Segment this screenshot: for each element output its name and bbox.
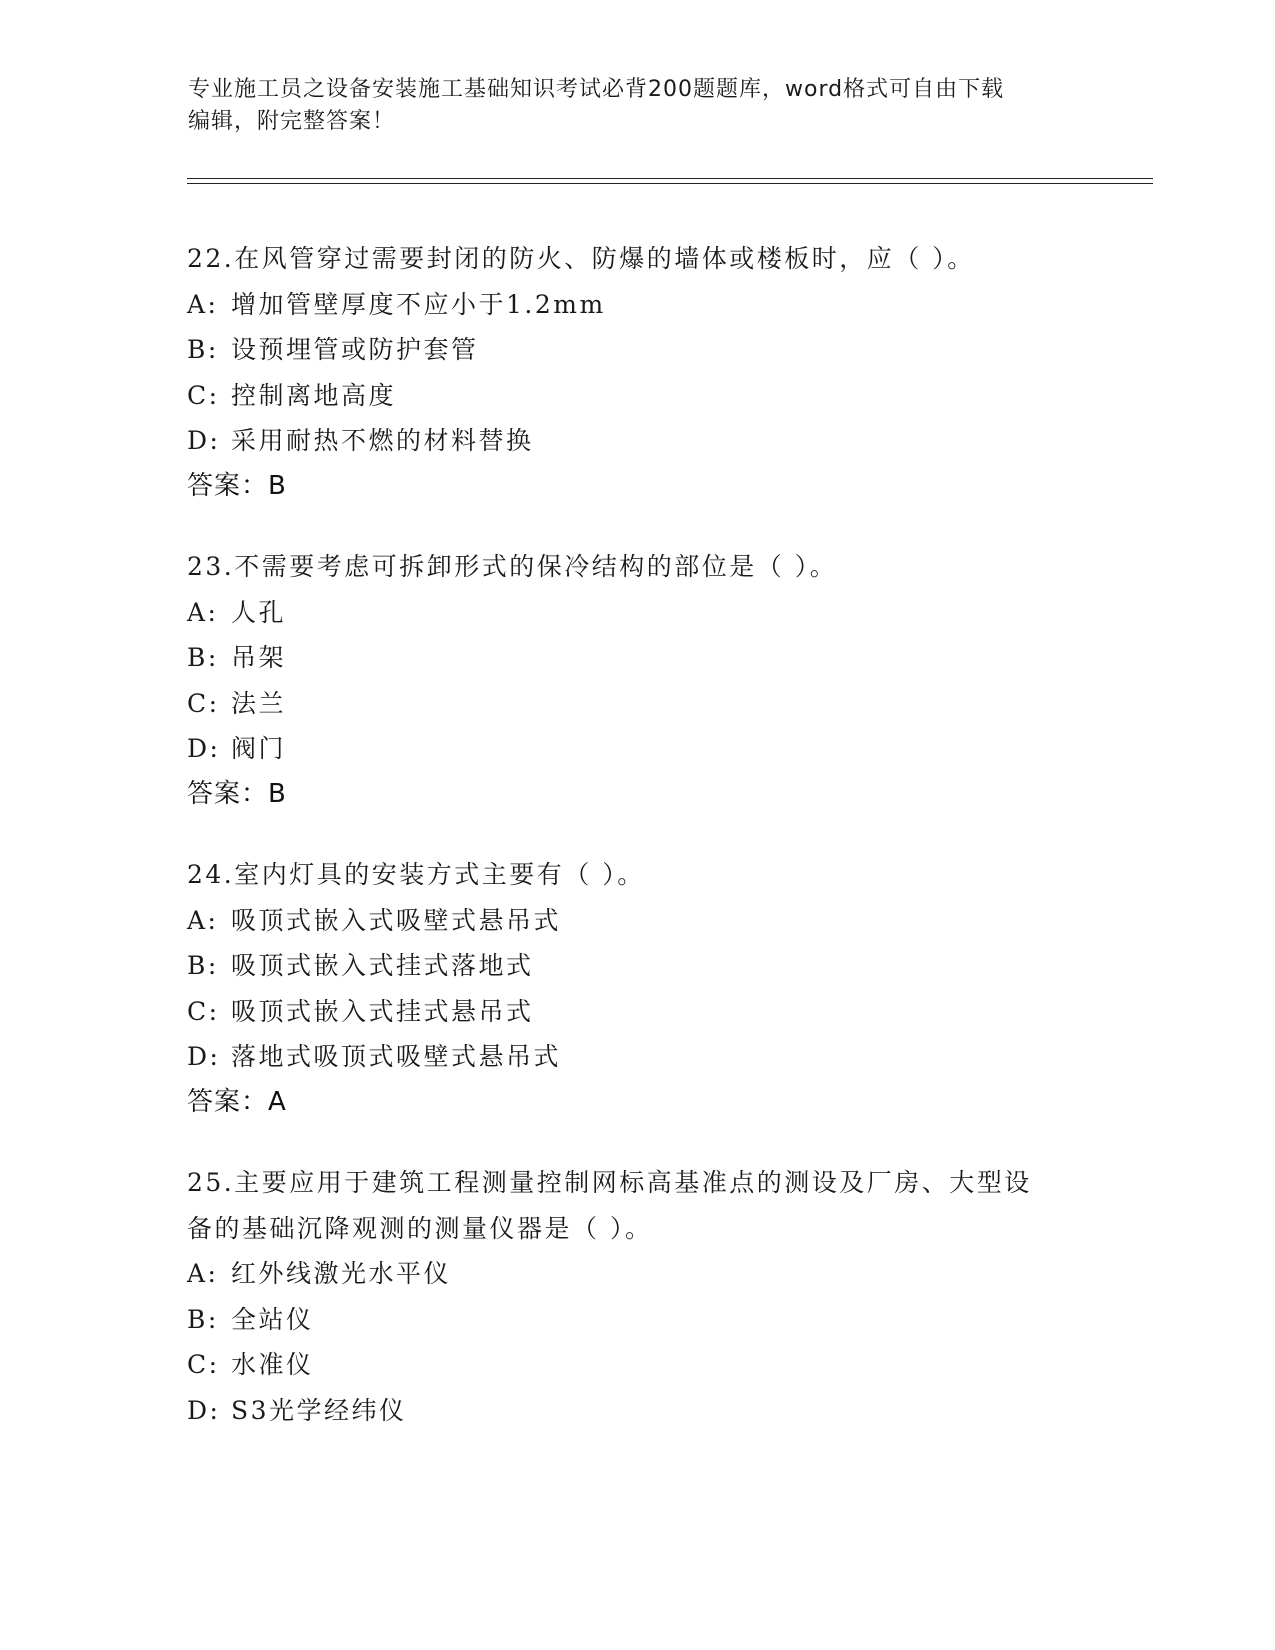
answer-line: 答案：A [187, 1086, 287, 1117]
option-letter: B: [187, 1304, 219, 1334]
question-stem [187, 852, 1087, 898]
option-letter: B: [187, 335, 219, 364]
question-text: 室内灯具的安装方式主要有（ ）。 [234, 860, 645, 889]
answer-line: 答案：B [187, 778, 287, 809]
option-letter: D: [187, 734, 221, 763]
option-text: 吸顶式嵌入式吸壁式悬吊式 [231, 905, 562, 935]
question-number: 24. [187, 860, 235, 889]
option-letter: A: [187, 289, 219, 319]
answer-line: 答案：B [187, 470, 287, 501]
question-stem-continued: 备的基础沉降观测的测量仪器是（ ）。 [187, 1213, 653, 1243]
option-text: 吸顶式嵌入式挂式落地式 [231, 951, 534, 980]
question-number: 23. [187, 552, 235, 581]
option-letter: D: [187, 1395, 221, 1425]
option-text: 增加管壁厚度不应小于1.2mm [231, 289, 606, 319]
option-text: S3光学经纬仪 [231, 1395, 407, 1425]
option-c [187, 989, 1087, 1035]
option-text: 全站仪 [231, 1304, 314, 1334]
option-letter: A: [187, 597, 219, 627]
option-letter: C: [187, 1350, 220, 1379]
header-divider-bottom [187, 183, 1153, 184]
question-stem [187, 1160, 1087, 1206]
option-text: 阀门 [231, 734, 287, 763]
option-letter: B: [187, 951, 219, 980]
option-letter: A: [187, 1259, 219, 1288]
question-text: 主要应用于建筑工程测量控制网标高基准点的测设及厂房、大型设 [234, 1168, 1032, 1197]
question-25 [187, 1160, 1087, 1433]
option-letter: C: [187, 688, 220, 718]
option-a [187, 590, 1087, 636]
header-line-2: 编辑，附完整答案！ [188, 109, 396, 134]
option-letter: C: [187, 996, 220, 1026]
option-c [187, 681, 1087, 727]
option-c [187, 373, 1087, 419]
question-number: 22. [187, 244, 235, 273]
document-header [188, 74, 1088, 138]
option-text: 设预埋管或防护套管 [231, 335, 479, 364]
question-24 [187, 852, 1087, 1125]
option-text: 落地式吸顶式吸壁式悬吊式 [231, 1042, 562, 1071]
option-text: 人孔 [231, 597, 287, 627]
option-d [187, 1034, 1087, 1080]
option-d [187, 726, 1087, 772]
option-c [187, 1342, 1087, 1388]
header-divider-top [187, 178, 1153, 179]
option-letter: A: [187, 905, 219, 935]
question-stem [187, 236, 1087, 282]
option-letter: C: [187, 380, 220, 410]
option-b [187, 635, 1087, 681]
option-text: 水准仪 [231, 1350, 314, 1379]
header-line-1: 专业施工员之设备安装施工基础知识考试必背200题题库，word格式可自由下载 [188, 77, 1005, 102]
option-a [187, 282, 1087, 328]
question-22 [187, 236, 1087, 509]
option-letter: D: [187, 1042, 221, 1071]
question-text: 不需要考虑可拆卸形式的保冷结构的部位是（ ）。 [234, 552, 838, 581]
question-list [187, 236, 1087, 1468]
option-b [187, 943, 1087, 989]
question-23 [187, 544, 1087, 817]
question-text: 在风管穿过需要封闭的防火、防爆的墙体或楼板时，应（ ）。 [234, 244, 975, 273]
option-a [187, 898, 1087, 944]
option-text: 法兰 [231, 688, 287, 718]
option-text: 控制离地高度 [231, 380, 397, 410]
option-d [187, 418, 1087, 464]
option-d [187, 1388, 1087, 1434]
option-text: 吊架 [231, 643, 287, 672]
option-b [187, 327, 1087, 373]
option-letter: B: [187, 643, 219, 672]
option-letter: D: [187, 426, 221, 455]
option-text: 吸顶式嵌入式挂式悬吊式 [231, 996, 534, 1026]
option-a [187, 1251, 1087, 1297]
option-text: 红外线激光水平仪 [231, 1259, 452, 1288]
question-number: 25. [187, 1168, 235, 1197]
option-b [187, 1297, 1087, 1343]
option-text: 采用耐热不燃的材料替换 [231, 426, 534, 455]
question-stem [187, 544, 1087, 590]
